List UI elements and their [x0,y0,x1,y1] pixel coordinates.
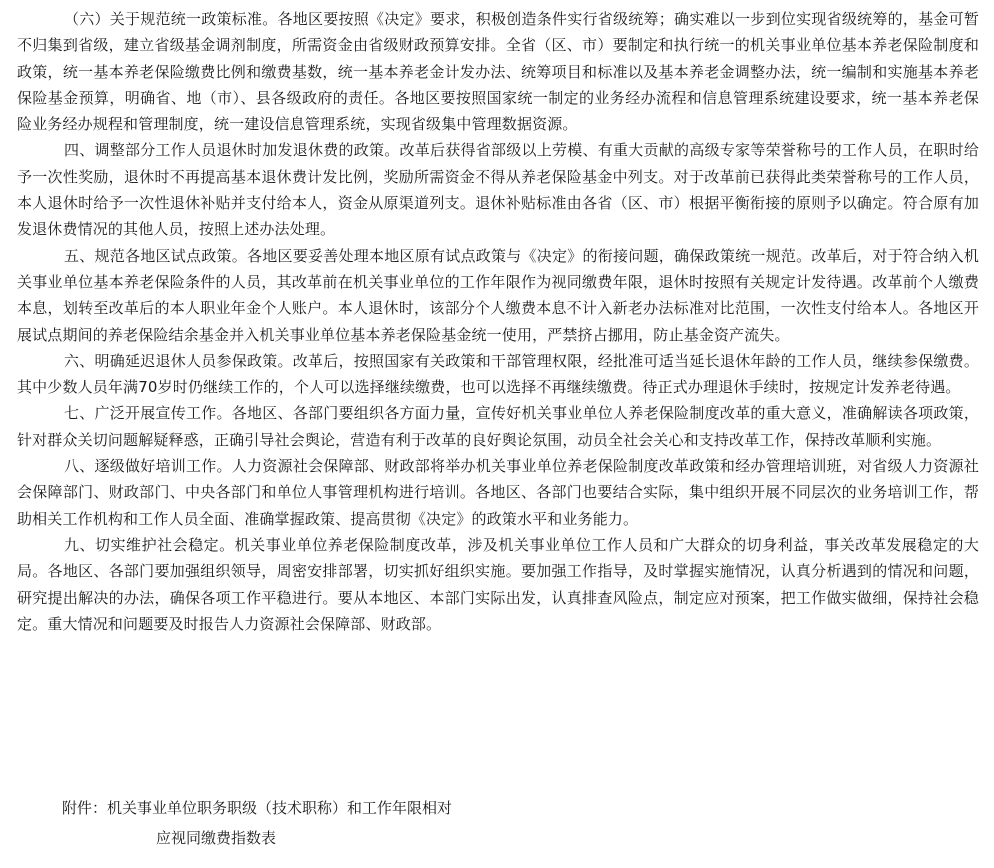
paragraph-training: 八、逐级做好培训工作。人力资源社会保障部、财政部将举办机关事业单位养老保险制度改革政策和经办管理培训班，对省级人力资源社会保障部门、财政部门、中央各部门和单位人事管理机构进行培训。各地区、各部门也要结合实际，集中组织开展不同层次的业务培训工作，帮助相关工作机构和工作人员全面、准确掌握政策、提高贯彻《决定》的政策水平和业务能力。 [17,457,979,528]
paragraph-retirement-bonus: 四、调整部分工作人员退休时加发退休费的政策。改革后获得省部级以上劳模、有重大贡献的高级专家等荣誉称号的工作人员，在职时给予一次性奖励，退休时不再提高基本退休费计发比例，奖励所需资金不得从养老保险基金中列支。对于改革前已获得此类荣誉称号的工作人员，本人退休时给予一次性退休补贴并支付给本人，资金从原渠道列支。退休补贴标准由各省（区、市）根据平衡衔接的原则予以确定。符合原有加发退休费情况的其他人员，按照上述办法处理。 [17,141,979,239]
paragraph-social-stability: 九、切实维护社会稳定。机关事业单位养老保险制度改革，涉及机关事业单位工作人员和广大群众的切身利益，事关改革发展稳定的大局。各地区、各部门要加强组织领导，周密安排部署，切实抓好组织实施。要加强工作指导，及时掌握实施情况，认真分析遇到的情况和问题，研究提出解决的办法，确保各项工作平稳进行。要从本地区、本部门实际出发，认真排查风险点，制定应对预案，把工作做实做细，保持社会稳定。重大情况和问题要及时报告人力资源社会保障部、财政部。 [17,535,979,633]
paragraph-pilot-policy: 五、规范各地区试点政策。各地区要妥善处理本地区原有试点政策与《决定》的衔接问题，确保政策统一规范。改革后，对于符合纳入机关事业单位基本养老保险条件的人员，其改革前在机关事业单位的工作年限作为视同缴费年限，退休时按照有关规定计发待遇。改革前个人缴费本息，划转至改革后的本人职业年金个人账户。本人退休时，该部分个人缴费本息不计入新老办法标准对比范围，一次性支付给本人。各地区开展试点期间的养老保险结余基金并入机关事业单位基本养老保险基金统一使用，严禁挤占挪用，防止基金资产流失。 [17,246,979,344]
paragraph-policy-standard: （六）关于规范统一政策标准。各地区要按照《决定》要求，积极创造条件实行省级统筹；确实难以一步到位实现省级统筹的，基金可暂不归集到省级，建立省级基金调剂制度，所需资金由省级财政预算安排。全省（区、市）要制定和执行统一的机关事业单位基本养老保险制度和政策，统一基本养老保险缴费比例和缴费基数，统一基本养老金计发办法、统筹项目和标准以及基本养老金调整办法，统一编制和实施基本养老保险基金预算，明确省、地（市）、县各级政府的责任。各地区要按照国家统一制定的业务经办流程和信息管理系统建设要求，统一基本养老保险业务经办规程和管理制度，统一建设信息管理系统，实现省级集中管理数据资源。 [17,10,979,134]
paragraph-publicity: 七、广泛开展宣传工作。各地区、各部门要组织各方面力量，宣传好机关事业单位人养老保险制度改革的重大意义，准确解读各项政策，针对群众关切问题解疑释惑，正确引导社会舆论，营造有利于改革的良好舆论氛围，动员全社会关心和支持改革工作，保持改革顺利实施。 [17,404,979,449]
attachment-note [62,793,962,853]
attachment-line-1: 附件：机关事业单位职务职级（技术职称）和工作年限相对 [62,799,453,817]
paragraph-delayed-retirement: 六、明确延迟退休人员参保政策。改革后，按照国家有关政策和干部管理权限，经批准可适当延长退休年龄的工作人员，继续参保缴费。其中少数人员年满70岁时仍继续工作的，个人可以选择继续缴费，也可以选择不再继续缴费。待正式办理退休手续时，按规定计发养老待遇。 [17,351,979,397]
attachment-line-2: 应视同缴费指数表 [156,829,277,847]
document-body [17,6,979,637]
